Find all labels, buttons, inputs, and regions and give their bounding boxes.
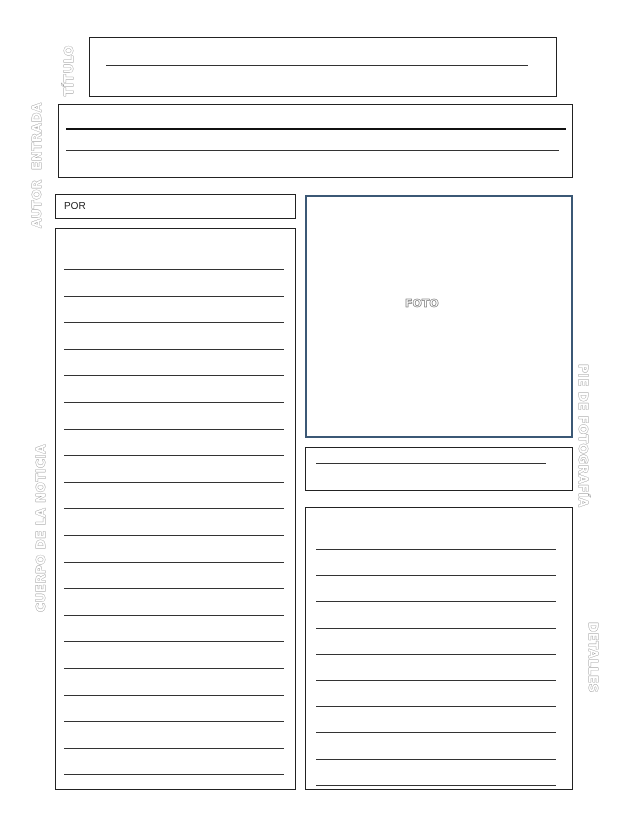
body-line (64, 269, 284, 270)
photo-box[interactable] (305, 195, 573, 438)
body-line (64, 668, 284, 669)
caption-line (316, 463, 546, 464)
details-line (316, 628, 556, 629)
cuerpo-label: CUERPO DE LA NOTICIA (34, 443, 48, 612)
body-line (64, 402, 284, 403)
entrada-line-1 (66, 128, 566, 130)
body-line (64, 615, 284, 616)
details-line (316, 601, 556, 602)
body-line (64, 641, 284, 642)
body-line (64, 535, 284, 536)
body-line (64, 721, 284, 722)
detalles-label: DETALLES (586, 622, 600, 693)
body-line (64, 588, 284, 589)
body-line (64, 349, 284, 350)
title-label: TÍTULO (62, 45, 76, 96)
details-line (316, 732, 556, 733)
details-line (316, 759, 556, 760)
body-line (64, 296, 284, 297)
body-line (64, 429, 284, 430)
details-line (316, 680, 556, 681)
body-line (64, 508, 284, 509)
autor-label: AUTOR (30, 179, 44, 228)
pie-label: PIE DE FOTOGRAFÍA (576, 364, 590, 508)
entrada-line-2 (66, 150, 559, 151)
author-prefix: POR (64, 201, 86, 212)
entrada-label: ENTRADA (30, 102, 44, 170)
title-box[interactable] (89, 37, 557, 97)
body-line (64, 695, 284, 696)
details-box[interactable] (305, 507, 573, 790)
photo-label: FOTO (405, 297, 439, 310)
body-box[interactable] (55, 228, 296, 790)
title-line (106, 65, 528, 66)
author-box[interactable] (55, 194, 296, 219)
body-line (64, 482, 284, 483)
details-line (316, 785, 556, 786)
body-line (64, 375, 284, 376)
body-line (64, 322, 284, 323)
caption-box[interactable] (305, 447, 573, 491)
body-line (64, 455, 284, 456)
details-line (316, 575, 556, 576)
entrada-box[interactable] (58, 104, 573, 178)
details-line (316, 654, 556, 655)
body-line (64, 562, 284, 563)
details-line (316, 549, 556, 550)
body-line (64, 748, 284, 749)
details-line (316, 706, 556, 707)
body-line (64, 774, 284, 775)
